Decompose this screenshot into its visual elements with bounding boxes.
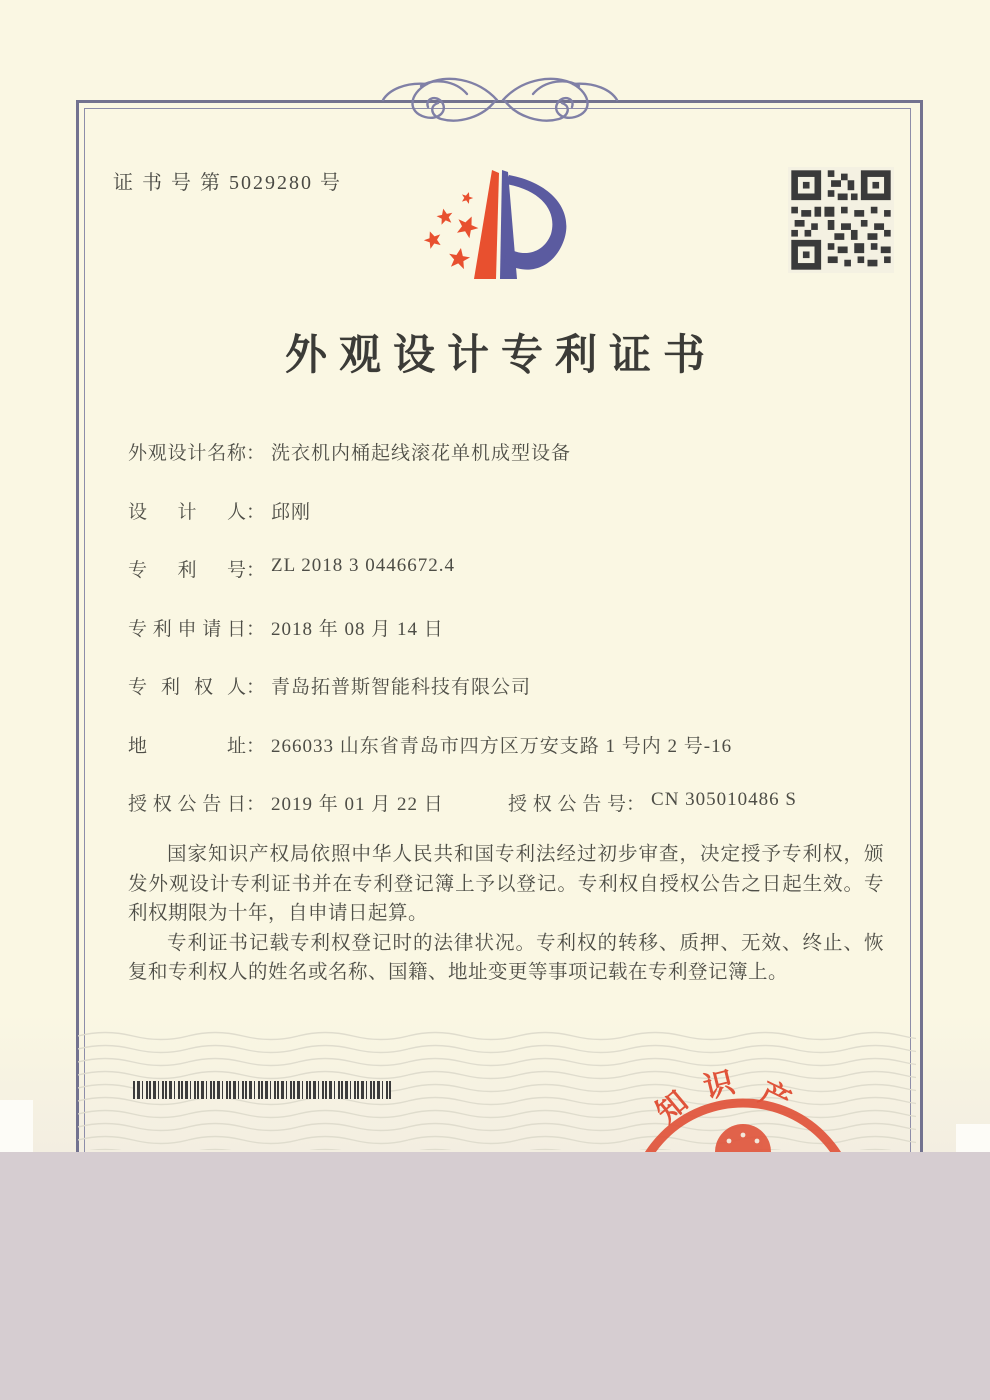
field-value: CN 305010486 S <box>651 789 797 810</box>
seal-char: 知 <box>650 1085 695 1130</box>
field-value: 邱刚 <box>271 501 312 523</box>
field-value: ZL 2018 3 0446672.4 <box>271 555 456 576</box>
field-value: 洗衣机内桶起线滚花单机成型设备 <box>271 443 572 464</box>
qr-code-icon <box>788 167 894 273</box>
seal-emblem <box>715 1124 771 1152</box>
field-label: 授权公告日 <box>128 794 246 815</box>
scan-edge-left <box>0 1100 33 1152</box>
field-label: 授权公告号 <box>508 794 626 815</box>
field-label: 设计人 <box>128 501 246 523</box>
certificate-title: 外观设计专利证书 <box>284 333 717 379</box>
field-list <box>128 438 888 847</box>
field-value: 2018 年 08 月 14 日 <box>271 618 444 640</box>
field-label: 专利申请日 <box>128 618 246 640</box>
legal-text <box>128 840 884 988</box>
field-designer <box>128 497 888 556</box>
field-address <box>128 731 888 790</box>
field-value: 266033 山东省青岛市四方区万安支路 1 号内 2 号-16 <box>271 735 733 757</box>
field-design-name <box>128 438 888 497</box>
barcode <box>133 1081 391 1099</box>
legal-paragraph-1: 国家知识产权局依照中华人民共和国专利法经过初步审查，决定授予专利权，颁发外观设计专利证书并在专利登记簿上予以登记。专利权自授权公告之日起生效。专利权期限为十年，自申请日起算。 <box>128 844 884 924</box>
field-grant-row <box>128 789 888 847</box>
cnipa-logo-icon <box>398 158 602 306</box>
field-colon: ： <box>246 501 266 523</box>
field-patent-number <box>128 555 888 614</box>
seal-char: 产 <box>754 1076 796 1119</box>
scan-edge-right <box>956 1124 990 1152</box>
field-filing-date <box>128 614 888 673</box>
field-colon: ： <box>246 735 266 757</box>
field-colon: ： <box>246 794 266 815</box>
official-seal-icon <box>615 1055 870 1152</box>
field-patentee <box>128 672 888 731</box>
field-value: 2019 年 01 月 22 日 <box>271 794 444 815</box>
field-label: 外观设计名称 <box>128 443 246 464</box>
field-label: 专利权人 <box>128 677 246 698</box>
scroll-flourish-icon <box>345 70 655 132</box>
legal-paragraph-2: 专利证书记载专利权登记时的法律状况。专利权的转移、质押、无效、终止、恢复和专利权人的姓名或名称、国籍、地址变更等事项记载在专利登记簿上。 <box>128 932 884 983</box>
certificate-number: 证 书 号 第 5029280 号 <box>113 172 342 194</box>
field-value: 青岛拓普斯智能科技有限公司 <box>271 677 532 698</box>
field-colon: ： <box>246 443 266 464</box>
field-colon: ： <box>246 618 266 640</box>
field-colon: ： <box>626 794 646 815</box>
field-colon: ： <box>246 677 266 698</box>
field-grant-number <box>508 789 797 816</box>
field-colon: ： <box>246 560 266 581</box>
seal-char: 识 <box>700 1065 738 1106</box>
field-label: 地址 <box>128 735 246 757</box>
field-label: 专利号 <box>128 560 246 581</box>
